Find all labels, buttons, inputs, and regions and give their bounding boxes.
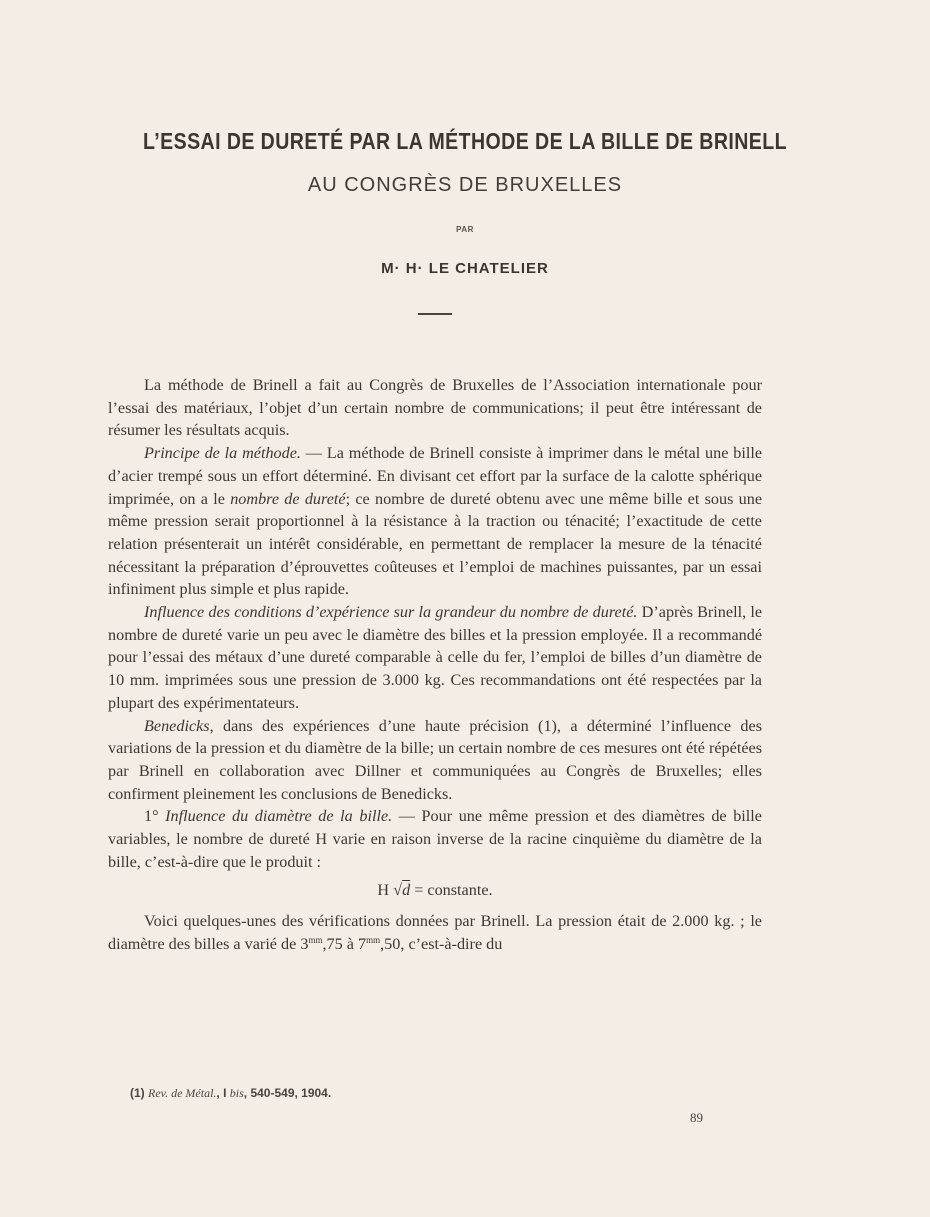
unit-superscript: mm <box>366 934 381 945</box>
paragraph-intro <box>108 374 762 442</box>
section-heading-principe: Principe de la méthode. <box>144 444 301 463</box>
paragraph-diametre <box>108 805 762 873</box>
item-number: 1° <box>144 807 166 826</box>
section-heading-diametre: Influence du diamètre de la bille. <box>165 807 393 826</box>
paragraph-text: ,50, c’est-à-dire du <box>380 934 503 953</box>
article-title-line-2: AU CONGRÈS DE BRUXELLES <box>307 174 623 196</box>
term-nombre-de-durete: nombre de dureté <box>230 489 346 508</box>
paragraph-text: La méthode de Brinell a fait au Congrès de Bruxelles de l’Association internationale pour l’essai des matériaux, l’objet d’un certain nombre de communications; il peut être intéressant de résumer les résultats acquis. <box>108 376 762 440</box>
paragraph-influence <box>108 601 762 715</box>
footnote-source: Rev. de Métal. <box>148 1086 217 1100</box>
footnote-bis: bis <box>229 1086 244 1100</box>
title-divider <box>418 313 452 315</box>
paragraph-text: , dans des expériences d’une haute précision (1), a déterminé l’influence des variations de la pression et du diamètre de la bille; un certain nombre de ces mesures ont été répétées par Brinell en collaboration avec Dillner et communiquées au Congrès de Bruxelles; elles confirment pleinement les conclusions de Benedicks. <box>108 716 762 803</box>
footnote-marker: (1) <box>130 1086 148 1100</box>
author-reference-benedicks: Benedicks <box>144 716 210 735</box>
article-body <box>108 374 762 956</box>
paragraph-benedicks <box>108 715 762 806</box>
author-name: M· H· LE CHATELIER <box>381 260 549 277</box>
paragraph-verifications <box>108 910 762 955</box>
paragraph-text: D’après Brinell, le nombre de dureté varie un peu avec le diamètre des billes et la pression employée. Il a recommandé pour l’essai des métaux d’une dureté comparable à celle du fer, l’emploi de billes d’un diamètre de 10 mm. imprimées sous une pression de 3.000 kg. Ces recommandations ont été respectées par la plupart des expérimentateurs. <box>108 603 763 712</box>
paragraph-text: ,75 à 7 <box>322 934 367 953</box>
unit-superscript: mm <box>308 934 323 945</box>
formula-left: H <box>377 881 394 900</box>
formula <box>108 879 762 902</box>
paragraph-principe <box>108 442 762 601</box>
paragraph-text: Voici quelques-unes des vérifications données par Brinell. La pression était de 2.000 kg. ; le diamètre des billes a varié de 3 <box>108 912 762 953</box>
paragraph-text: — Pour une même pression et des diamètres de bille variables, le nombre de dureté H varie en raison inverse de la racine cinquième du diamètre de la bille, c’est-à-dire que le produit : <box>108 807 762 871</box>
formula-right: = constante. <box>410 881 493 900</box>
footnote-text: , I <box>216 1086 230 1100</box>
footnote <box>130 1086 331 1101</box>
paragraph-text: ; ce nombre de dureté obtenu avec une même bille et sous une même pression serait proportionnel à la résistance à la traction ou ténacité; l’exactitude de cette relation présenterait un intérêt considérable, en permettant de remplacer la mesure de la ténacité nécessitant la préparation d’éprouvettes coûteuses et l’emploi de machines puissantes, par un essai infiniment plus simple et plus rapide. <box>108 489 763 599</box>
paragraph-text: — La méthode de Brinell consiste à imprimer dans le métal une bille d’acier trempé sous un effort déterminé. En divisant cet effort par la surface de la calotte sphérique imprimée, on a le <box>108 444 762 508</box>
section-heading-influence: Influence des conditions d’expérience sur la grandeur du nombre de dureté. <box>144 603 638 622</box>
footnote-text: , 540-549, 1904. <box>243 1086 332 1100</box>
formula-radicand: d <box>402 881 411 900</box>
page-number: 89 <box>690 1110 703 1125</box>
radical-sign: √ <box>393 881 403 900</box>
article-title-line-1: L’ESSAI DE DURETÉ PAR LA MÉTHODE DE LA BILLE DE BRINELL <box>143 128 787 154</box>
by-line: PAR <box>456 225 474 234</box>
